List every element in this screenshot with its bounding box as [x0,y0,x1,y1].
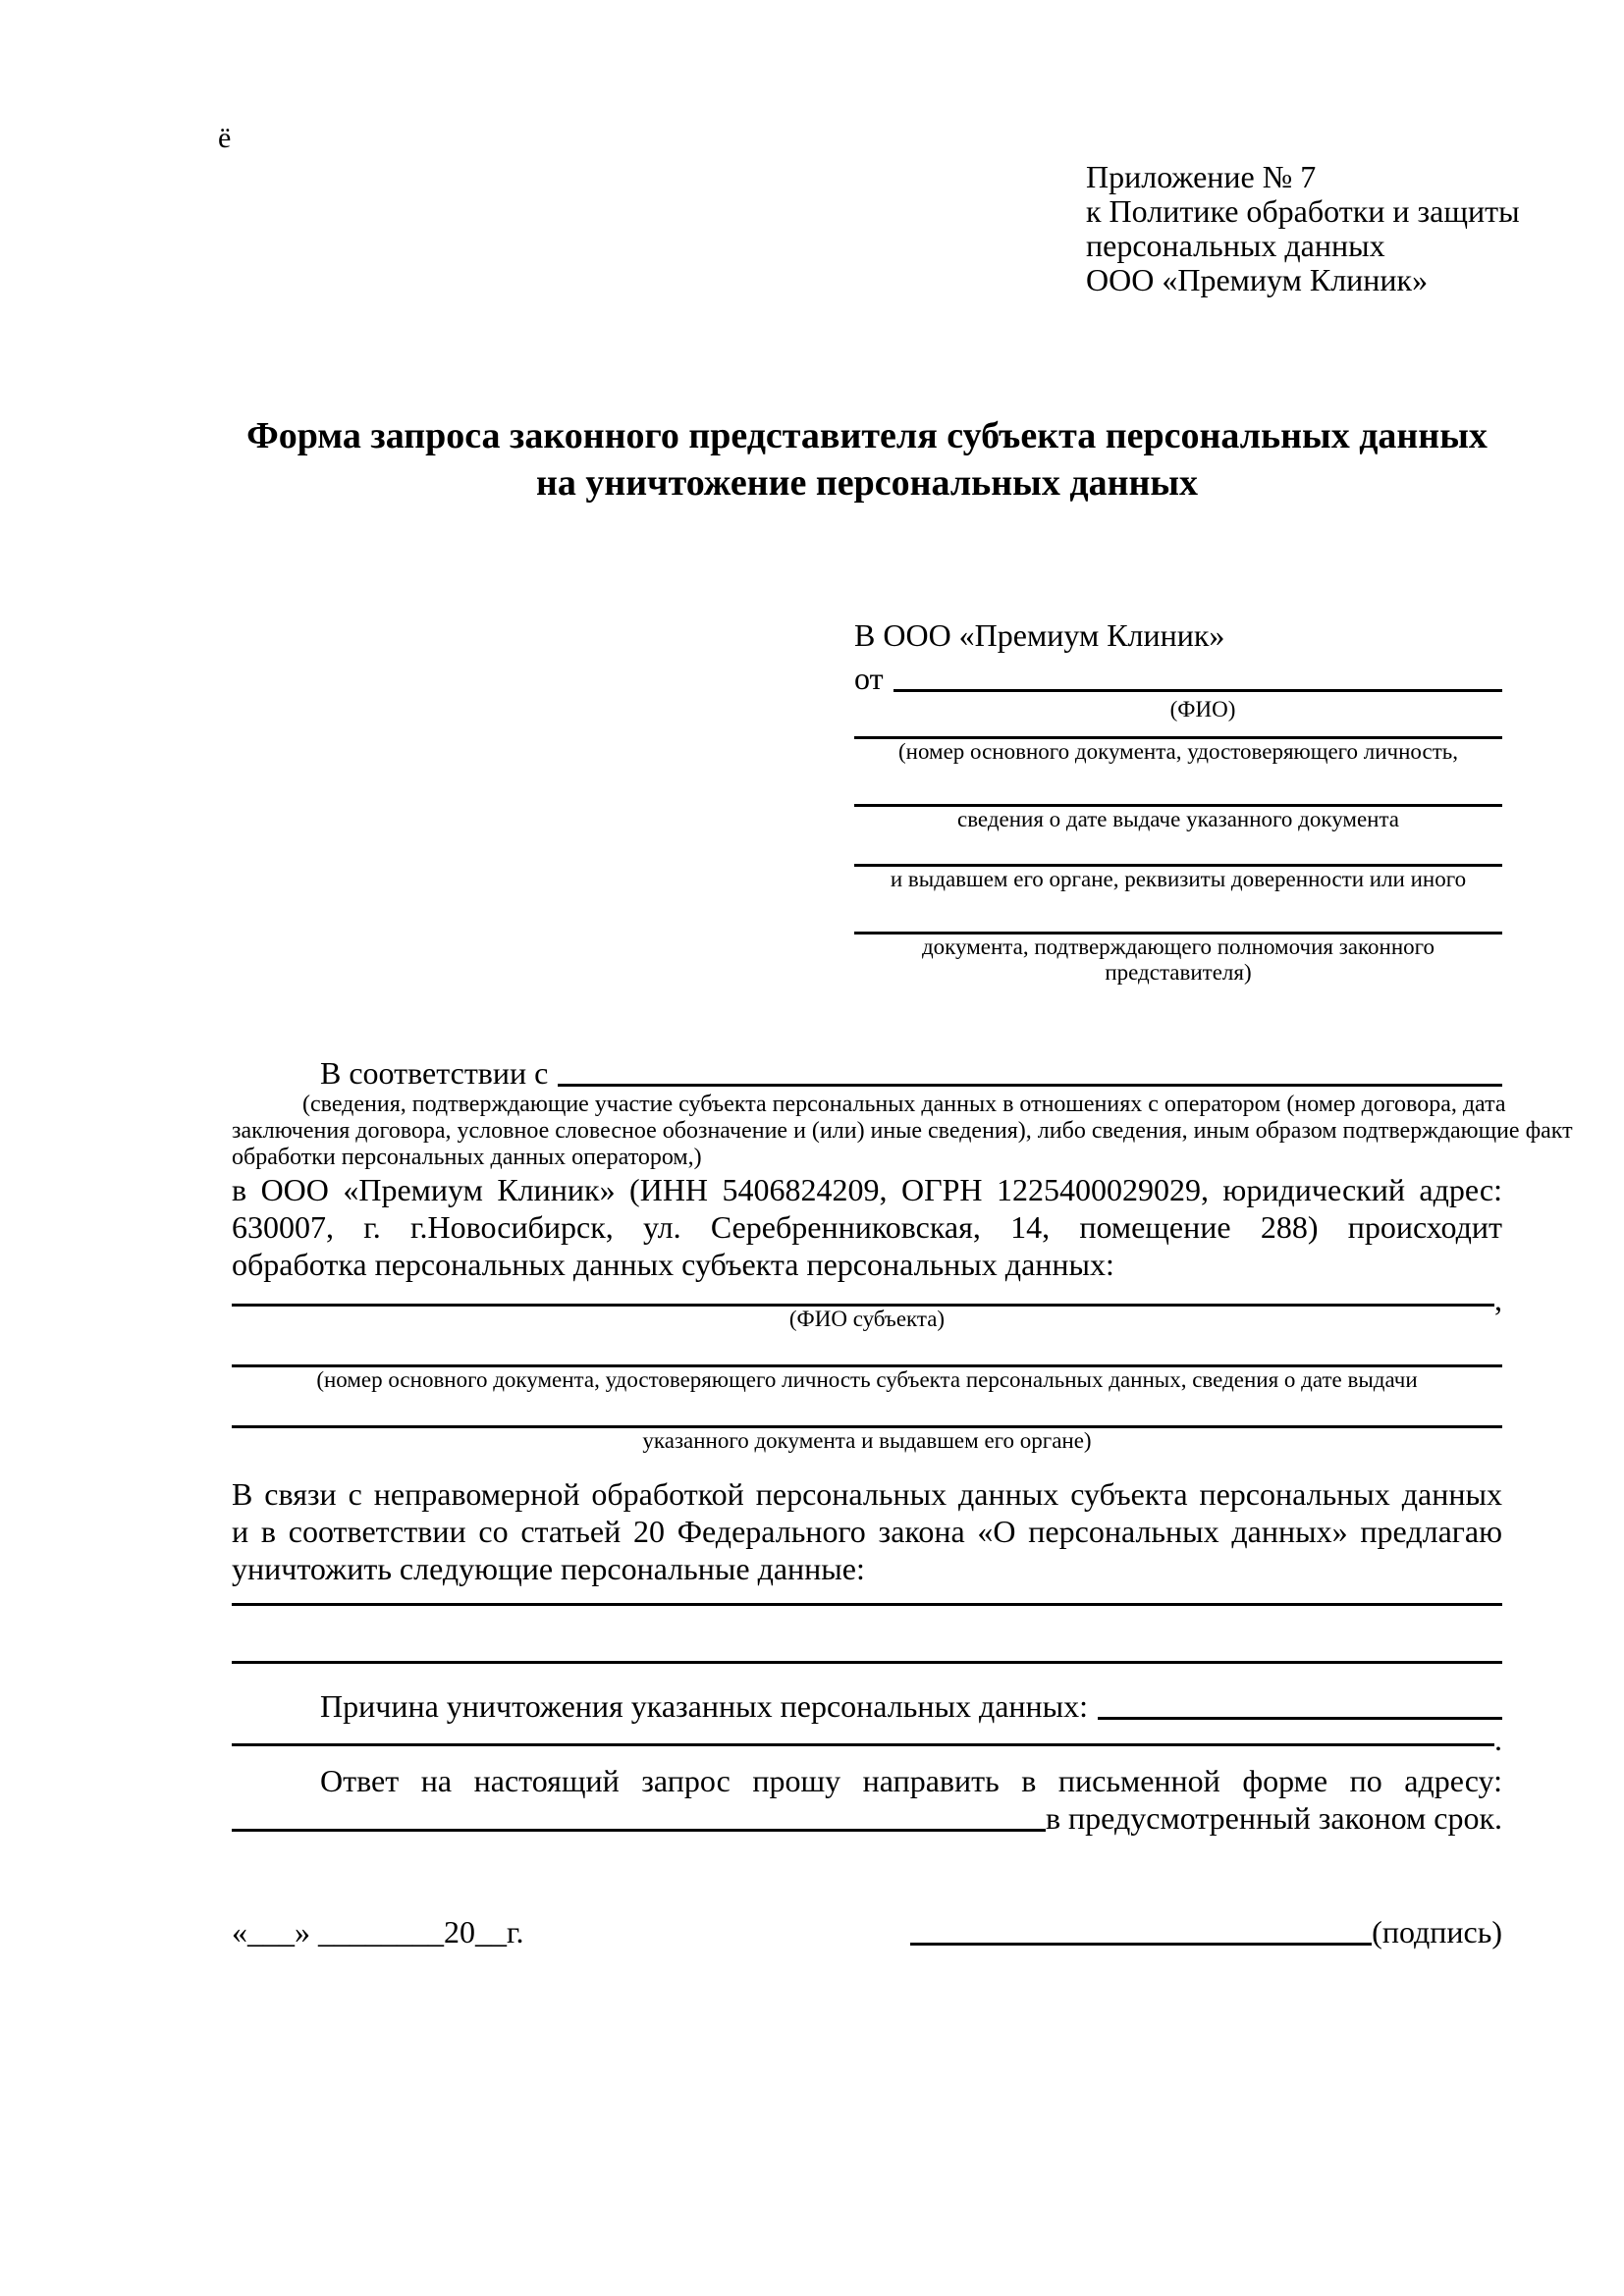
document-title-line: Форма запроса законного представителя субъекта персональных данных [246,415,1488,456]
subject-fio-caption: (ФИО субъекта) [788,1307,946,1331]
subject-fio-blank-line [232,1290,1494,1307]
signature-field [910,1913,1502,1950]
signature-row [232,1913,1502,1950]
document-title-line: на уничтожение персональных данных [535,462,1199,504]
representative-doc-blank-line [854,832,1502,867]
signature-caption: (подпись) [1372,1914,1502,1949]
accordance-lead: В соответствии с [320,1055,549,1091]
accordance-caption [232,1092,1573,1171]
appendix-header [1086,159,1520,297]
representative-doc-caption: сведения о дате выдаче указанного документа [956,807,1400,831]
accordance-blank-line [558,1084,1502,1087]
reason-field [232,1687,1502,1725]
stray-char: ё [218,122,232,154]
subject-doc-caption: указанного документа и выдавшем его органе) [642,1428,1092,1453]
subject-doc-caption: (номер основного документа, удостоверяющего личность субъекта персональных данных, сведения о дате выдачи [316,1367,1418,1392]
sentence-period: . [1494,1722,1502,1757]
reason-blank-line [1098,1717,1502,1720]
representative-doc-blank-line [854,892,1502,934]
demand-paragraph-line: и в соответствии со статьей 20 Федерального закона «О персональных данных» предлагаю [232,1514,1502,1549]
demand-paragraph [232,1475,1502,1587]
representative-doc-blank-line [854,722,1502,739]
accordance-field [232,1054,1502,1092]
operator-paragraph-line: в ООО «Премиум Клиник» (ИНН 5406824209, ОГРН 1225400029029, юридический адрес: [232,1172,1502,1207]
reason-continuation-blank-line [232,1730,1494,1746]
reply-request-line: Ответ на настоящий запрос прошу направить в письменной форме по адресу: [320,1763,1502,1798]
representative-doc-caption: документа, подтверждающего полномочия законного представителя) [921,934,1435,985]
addressee-block [854,616,1502,986]
accordance-caption-line: (сведения, подтверждающие участие субъекта персональных данных в отношениях с оператором (номер договора, дата [302,1092,1506,1117]
addressee-to: В ООО «Премиум Клиник» [854,617,1225,653]
signature-blank-line [910,1943,1372,1946]
data-to-destroy-blank-line [232,1587,1502,1606]
subject-doc-blank-line [232,1393,1502,1428]
appendix-header-line: к Политике обработки и защиты [1086,193,1520,229]
reply-tail-text: в предусмотренный законом срок. [1045,1800,1502,1836]
appendix-header-line: ООО «Премиум Клиник» [1086,262,1429,297]
document-title [232,412,1502,507]
from-blank-line [893,689,1502,692]
reply-address-blank-line [232,1829,1046,1832]
representative-doc-blank-line [854,765,1502,807]
subject-doc-blank-line [232,1332,1502,1367]
reply-address-field [232,1799,1502,1837]
appendix-header-line: Приложение № 7 [1086,159,1317,194]
operator-paragraph [232,1171,1502,1283]
reason-continuation-field [232,1722,1502,1757]
data-to-destroy-blank-line [232,1606,1502,1664]
from-field [854,660,1502,697]
representative-doc-caption: и выдавшем его органе, реквизиты доверенности или иного [890,867,1467,891]
representative-doc-caption: (номер основного документа, удостоверяющего личность, [897,739,1458,764]
appendix-header-line: персональных данных [1086,228,1385,263]
accordance-caption-line: заключения договора, условное словесное обозначение и (или) иные сведения), либо сведения, иным образом подтверждающие факт [232,1118,1573,1144]
operator-paragraph-line: обработка персональных данных субъекта персональных данных: [232,1247,1114,1282]
fio-caption: (ФИО) [1169,697,1236,721]
accordance-caption-line: обработки персональных данных оператором,) [232,1145,702,1170]
subject-fio-comma: , [1494,1282,1502,1317]
demand-paragraph-line: уничтожить следующие персональные данные: [232,1551,865,1586]
demand-paragraph-line: В связи с неправомерной обработкой персональных данных субъекта персональных данных [232,1476,1502,1512]
date-blank-text: «___» ________20__г. [232,1914,524,1949]
operator-paragraph-line: 630007, г. г.Новосибирск, ул. Серебренниковская, 14, помещение 288) происходит [232,1209,1502,1245]
from-label: от [854,661,884,696]
reason-label: Причина уничтожения указанных персональных данных: [320,1688,1089,1724]
subject-fio-field [232,1282,1502,1317]
